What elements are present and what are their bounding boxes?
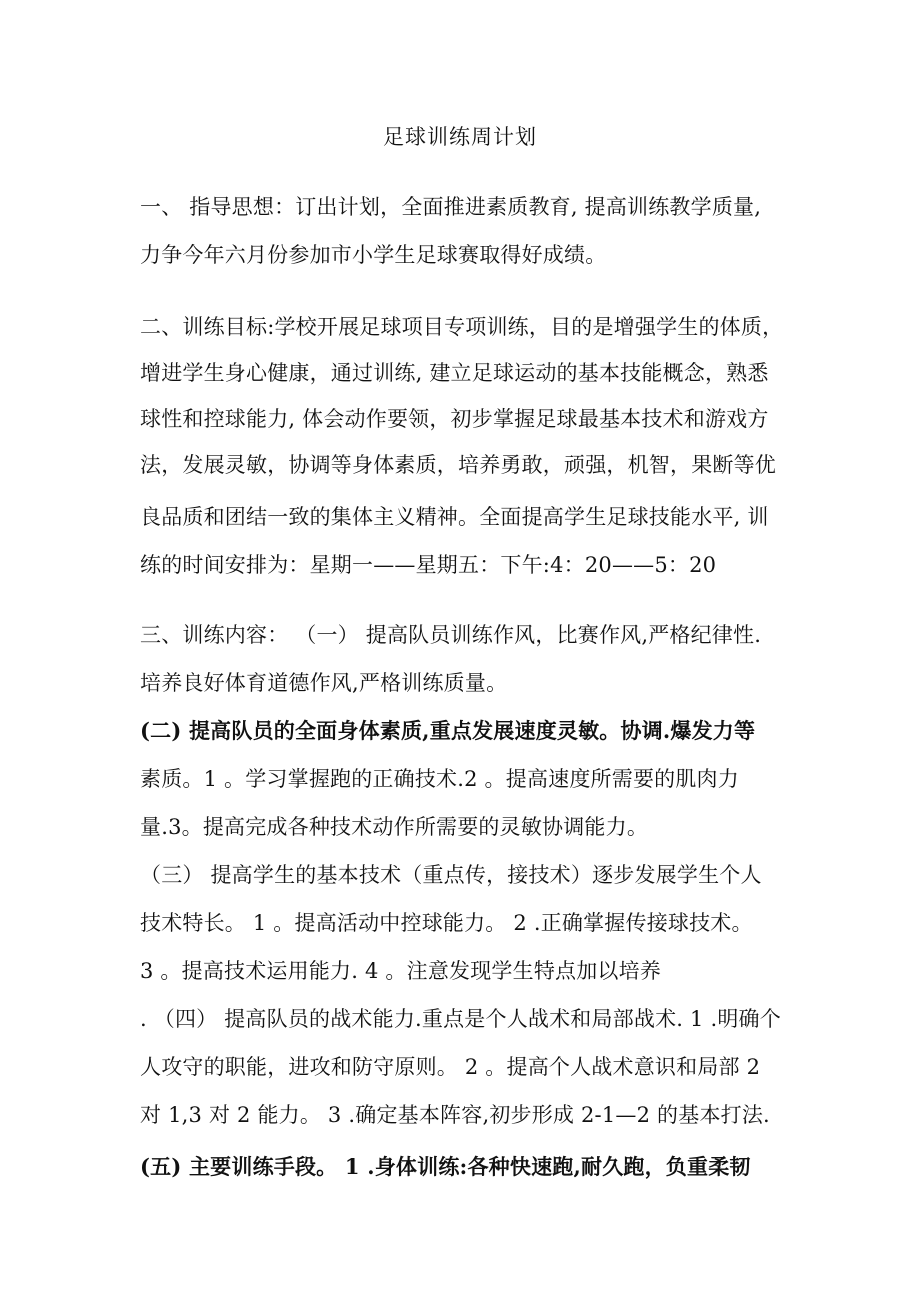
text-line-goal-5: 良品质和团结一致的集体主义精神。全面提高学生足球技能水平, 训 xyxy=(140,505,769,529)
text-line-content-9: . （四） 提高队员的战术能力.重点是个人战术和局部战术. 1 .明确个 xyxy=(140,1007,781,1031)
text-line-goal-2: 增进学生身心健康，通过训练, 建立足球运动的基本技能概念，熟悉 xyxy=(140,361,769,385)
text-line-content-2: 培养良好体育道德作风,严格训练质量。 xyxy=(140,671,508,695)
text-line-goal-3: 球性和控球能力, 体会动作要领，初步掌握足球最基本技术和游戏方 xyxy=(140,407,769,431)
text-line-content-5: 量.3。提高完成各种技术动作所需要的灵敏协调能力。 xyxy=(140,815,649,839)
text-line-content-4: 素质。1 。学习掌握跑的正确技术.2 。提高速度所需要的肌肉力 xyxy=(140,767,739,791)
text-line-content-12: (五) 主要训练手段。 1 .身体训练:各种快速跑,耐久跑，负重柔韧 xyxy=(140,1154,751,1179)
text-line-guiding-2: 力争今年六月份参加市小学生足球赛取得好成绩。 xyxy=(140,243,607,267)
text-line-goal-4: 法，发展灵敏，协调等身体素质，培养勇敢，顽强，机智，果断等优 xyxy=(140,453,776,477)
text-line-goal-6: 练的时间安排为：星期一——星期五：下午:4：20——5：20 xyxy=(140,553,717,577)
text-line-content-3: (二) 提高队员的全面身体素质,重点发展速度灵敏。协调.爆发力等 xyxy=(140,718,756,743)
document-title: 足球训练周计划 xyxy=(383,125,537,149)
text-line-goal-1: 二、训练目标:学校开展足球项目专项训练，目的是增强学生的体质， xyxy=(140,315,784,339)
text-line-guiding-1: 一、 指导思想：订出计划，全面推进素质教育, 提高训练教学质量, xyxy=(140,195,762,219)
text-line-content-8: 3 。提高技术运用能力. 4 。注意发现学生特点加以培养 xyxy=(140,959,662,983)
text-line-content-10: 人攻守的职能，进攻和防守原则。 2 。提高个人战术意识和局部 2 xyxy=(140,1055,761,1079)
text-line-content-1: 三、训练内容： （一） 提高队员训练作风，比赛作风,严格纪律性. xyxy=(140,623,762,647)
text-line-content-11: 对 1,3 对 2 能力。 3 .确定基本阵容,初步形成 2-1—2 的基本打法. xyxy=(140,1103,770,1127)
text-line-content-6: （三） 提高学生的基本技术（重点传，接技术）逐步发展学生个人 xyxy=(140,863,762,887)
text-line-content-7: 技术特长。 1 。提高活动中控球能力。 2 .正确掌握传接球技术。 xyxy=(140,911,753,935)
